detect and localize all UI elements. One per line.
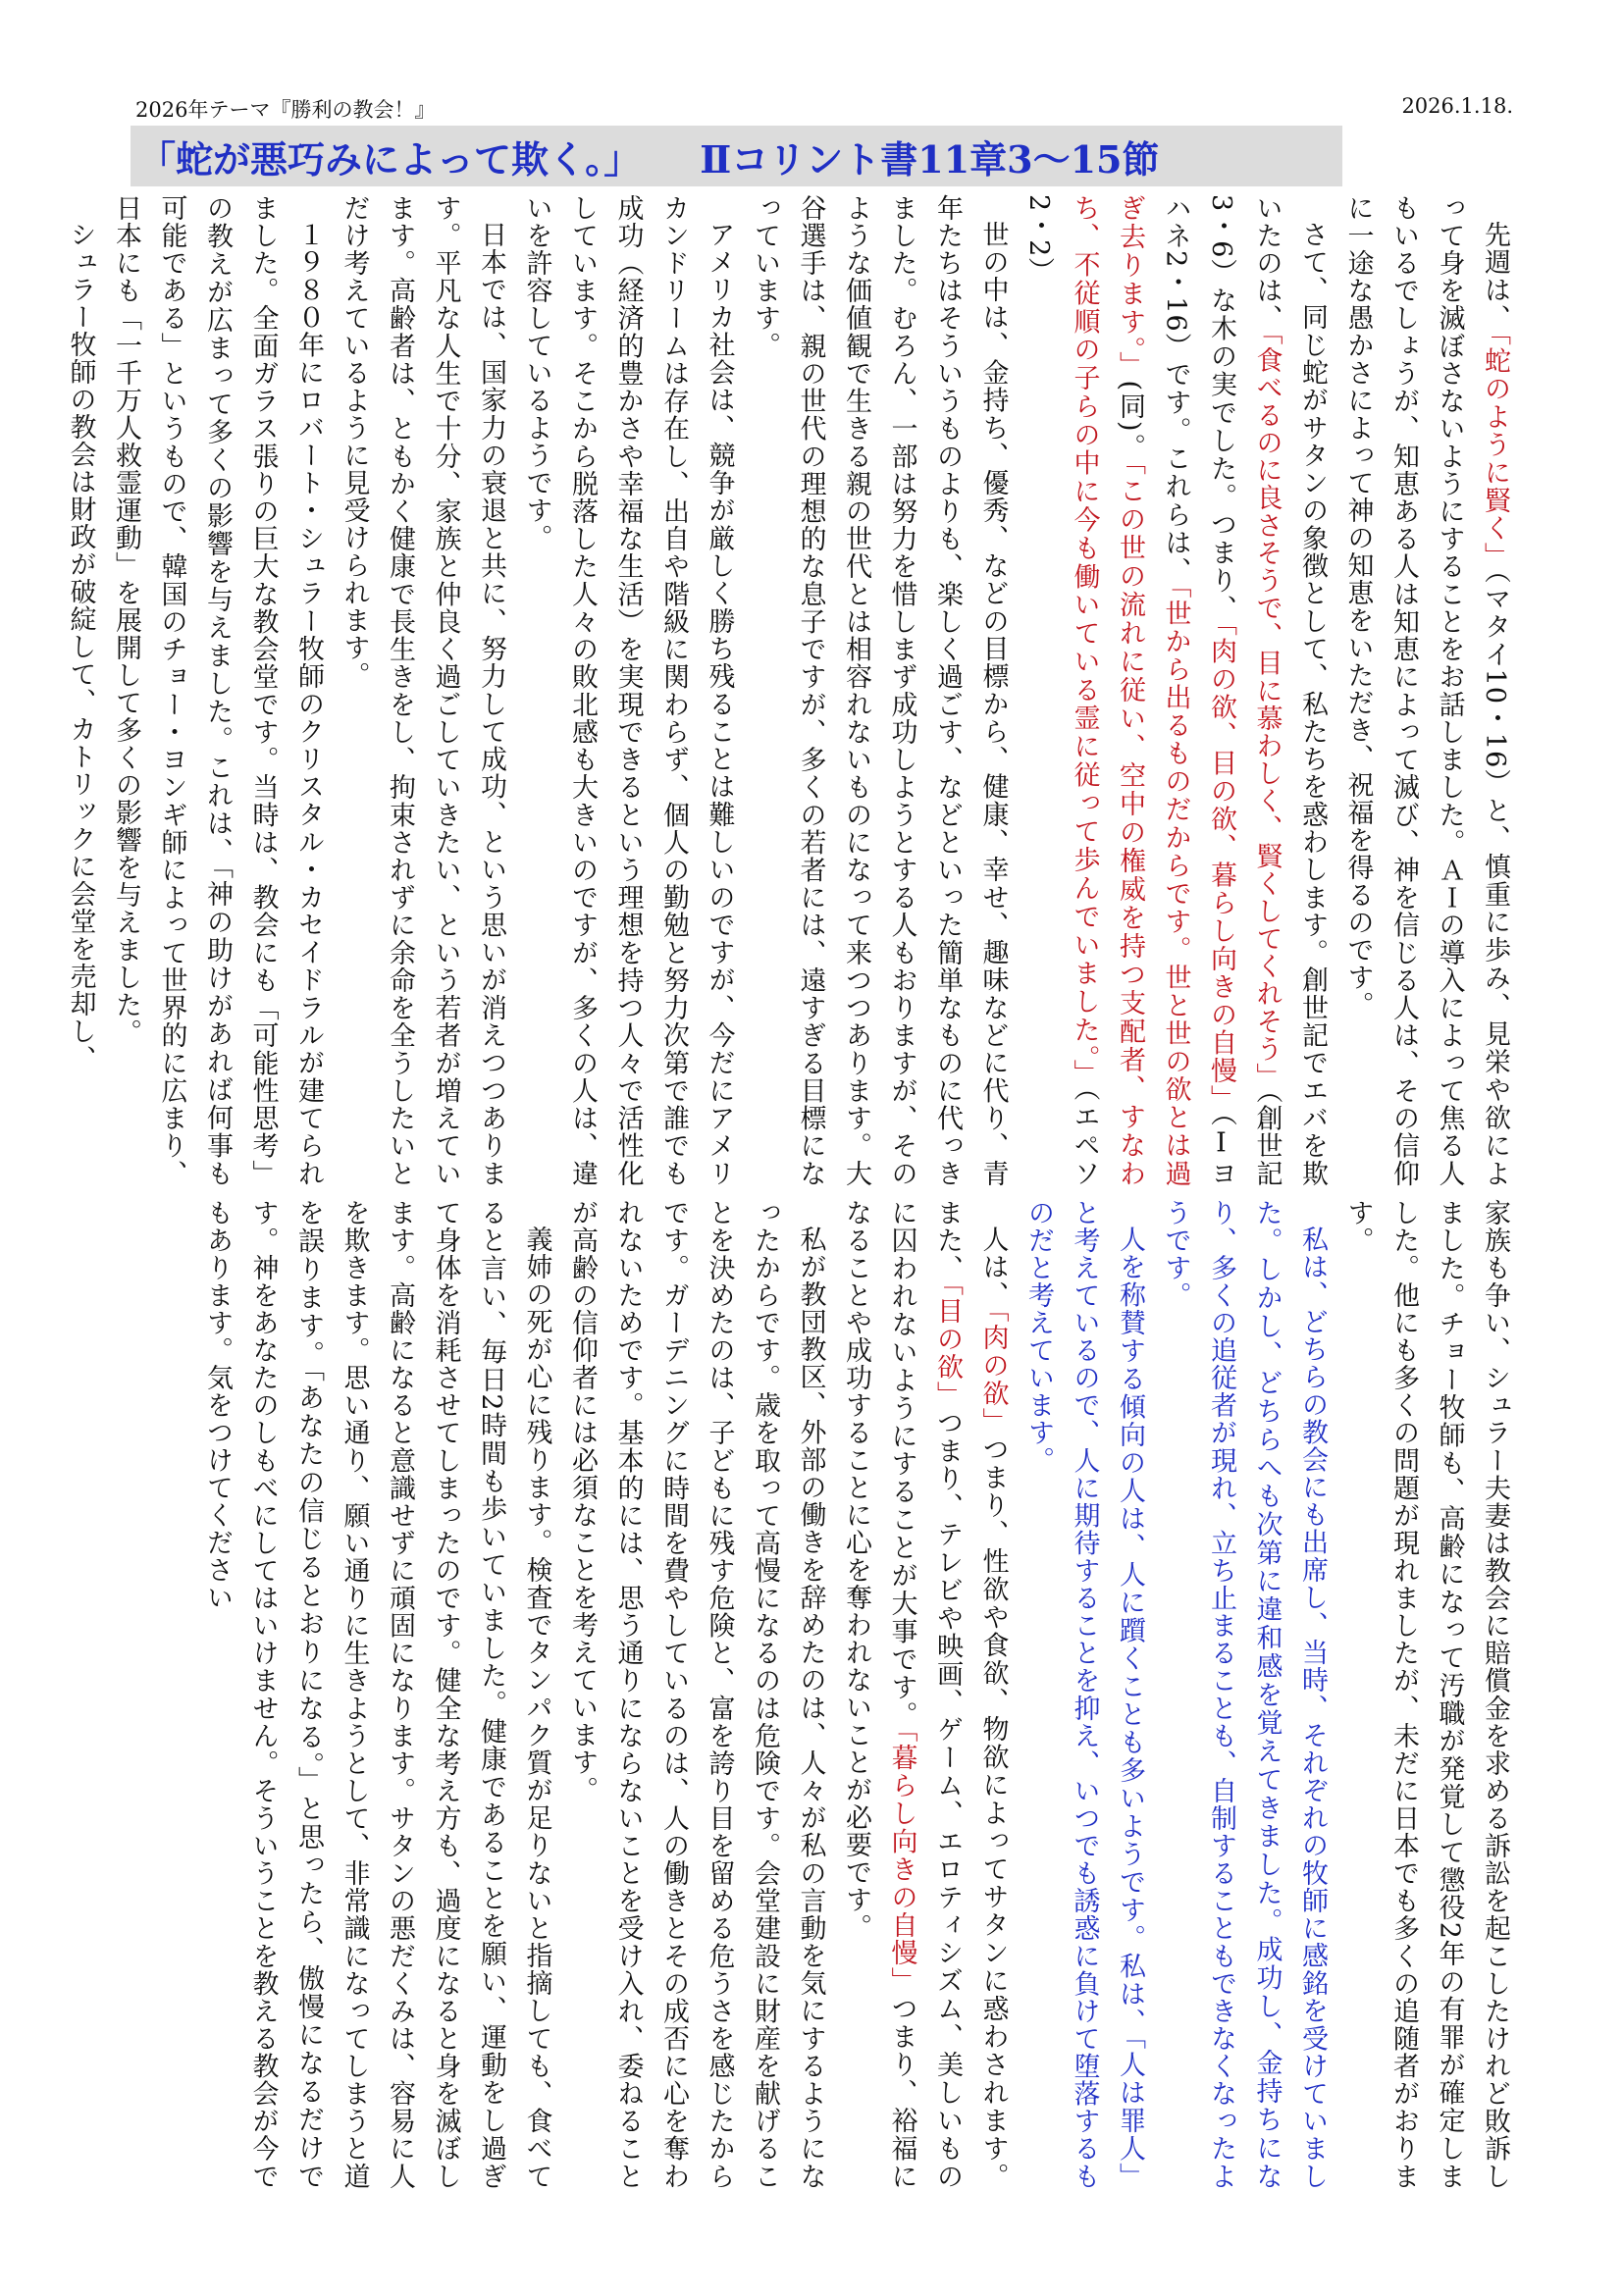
text-run: （マタイ10・16）と、慎重に歩み、見栄や欲によって身を滅ぼさないようにすることをお話しました。ＡＩの導入によって焦る人もいるでしょうが、知恵ある人は知恵によって滅び、神を信じる人は、その信仰に一途な愚かさによって神の知恵をいただき、祝福を得るのです。 [1342, 194, 1510, 1188]
vertical-text-top [65, 194, 1517, 1188]
text-run: つまり、テレビや映画、ゲーム、エロティシズム、美しいものに囚われないようにすることが大事です。 [886, 1199, 963, 2191]
scripture-reference: Ⅱコリント書11章3～15節 [700, 136, 1160, 182]
scripture-quote: 「食べるのに良さそうで、目に慕わしく、賢くしてくれそう」 [1251, 332, 1283, 1091]
text-run: 人は、 [977, 1226, 1009, 1310]
text-run: 先週は、 [1480, 221, 1510, 333]
scripture-quote: 「肉の欲」 [977, 1309, 1009, 1436]
scripture-quote: 「目の欲」 [932, 1282, 963, 1410]
emphasis-paragraph: 人を称賛する傾向の人は、人に躓くことも多いようです。私は、「人は罪人」と考えているので、人に期待することを抑え、いつでも誘惑に負けて堕落するものだと考えています。 [1023, 1199, 1145, 2190]
sermon-body-top [65, 194, 1517, 1188]
paragraph [1335, 194, 1517, 1187]
sermon-title: 「蛇が悪巧みによって欺く。」 [138, 136, 642, 182]
text-run: つまり、裕福になることや成功することに心を奪われないことが必要です。 [841, 1199, 917, 2191]
bulletin-date: 2026.1.18. [1401, 94, 1513, 118]
text-run: （創世記3・6）な木の実でした。つまり、 [1206, 194, 1283, 1188]
vertical-text-bottom [110, 1199, 1517, 2190]
paragraph-continued: 家族も争い、シュラー夫妻は教会に賠償金を求める訴訟を起こしたけれど敗訴しました。チョー牧師も、高齢になって汚職が発覚して懲役2年の有罪が確定しました。他にも多くの問題が現れましたが、未だに日本でも多くの追随者がおります。 [1342, 1199, 1510, 2190]
scripture-quote: 「蛇のように賢く」 [1480, 332, 1510, 571]
text-run: さて、同じ蛇がサタンの象徴として、私たちを惑わします。創世記でエバを欺いたのは、 [1251, 194, 1328, 1187]
text-run: （Ⅰヨハネ2・16）です。これらは、 [1160, 194, 1236, 1188]
text-run: (同)。 [1115, 380, 1145, 462]
scripture-quote: 「暮らし向きの自慢」 [886, 1729, 917, 1996]
paragraph: １９８０年にロバート・シュラー牧師のクリスタル・カセイドラルが建てられました。全面ガラス張りの巨大な教会堂です。当時は、教会にも「可能性思考」の教えが広まって多くの影響を与えました。これは、「神の助けがあれば何事も可能である」というもので、韓国のチョー・ヨンギ師によって世界的に広まり、日本にも「一千万人救霊運動」を展開して多くの影響を与えました。 [111, 194, 324, 1187]
paragraph: アメリカ社会は、競争が厳しく勝ち残ることは難しいのですが、今だにアメリカンドリームは存在し、出自や階級に関わらず、個人の勤勉と努力次第で誰でも成功（経済的豊かさや幸福な生活）を実現できるという理想を持つ人々で活性化しています。そこから脱落した人々の敗北感も大きいのですが、多くの人は、違いを許容しているようです。 [521, 194, 735, 1187]
text-run: つまり、性欲や食欲、物欲によってサタンに惑わされます。また、 [932, 1199, 1009, 2191]
scripture-quote: 「この世の流れに従い、空中の権威を持つ支配者、すなわち、不従順の子らの中に今も働いている霊に従って歩んでいました。」 [1069, 194, 1145, 1188]
paragraph: 私が教団教区、外部の働きを辞めたのは、人々が私の言動を気にするようになったからです。歳を取って高慢になるのは危険です。会堂建設に財産を献げることを決めたのは、子どもに残す危険と、富を誇り目を留める危うさを感じたからです。ガーデニングに時間を費やしているのは、人の働きとその成否に心を奪われないためです。基本的には、思う通りにならないことを受け入れ、委ねることが高齢の信仰者には必須なことを考えています。 [567, 1199, 826, 2190]
scripture-quote: 「世から出るものだからです。世と世の欲とは過ぎ去ります。」 [1115, 194, 1191, 1187]
emphasis-paragraph: 私は、どちらの教会にも出席し、当時、それぞれの牧師に感銘を受けていました。しかし、どちらへも次第に違和感を覚えてきました。成功し、金持ちになり、多くの追従者が現れ、立ち止まることも、自制することもできなくなったようです。 [1160, 1199, 1328, 2190]
title-bar [131, 126, 1342, 186]
scripture-quote: 「肉の欲、目の欲、暮らし向きの自慢」 [1206, 622, 1236, 1114]
text-run: （エペソ2・2） [1023, 194, 1100, 1188]
paragraph: 日本では、国家力の衰退と共に、努力して成功、という思いが消えつつあります。平凡な人生で十分、家族と仲良く過ごしていきたい、という若者が増えています。高齢者は、ともかく健康で長生きをし、拘束されずに余命を全うしたいとだけ考えているように見受けられます。 [339, 194, 506, 1188]
paragraph: 義姉の死が心に残ります。検査でタンパク質が足りないと指摘しても、食べてると言い、毎日2時間も歩いていました。健康であることを願い、運動をし過ぎて身体を消耗させてしまったのです。健全な考え方も、過度になると身を滅ぼします。高齢になると意識せずに頑固になります。サタンの悪だくみは、容易に人を欺きます。思い通り、願い通りに生きようとして、非常識になってしまうと道を誤ります。「あなたの信じるとおりになる。」と思ったら、傲慢になるだけです。神をあなたのしもべにしてはいけません。そういうことを教える教会が今でもあります。気をつけてください [202, 1199, 552, 2190]
yearly-theme: 2026年テーマ『勝利の教会！』 [135, 98, 436, 122]
paragraph [833, 1199, 1016, 2190]
paragraph [1016, 194, 1335, 1187]
sermon-body-bottom [110, 1199, 1517, 2190]
paragraph: シュラー牧師の教会は財政が破綻して、カトリックに会堂を売却し、 [65, 221, 96, 1072]
paragraph: 世の中は、金持ち、優秀、などの目標から、健康、幸せ、趣味などに代り、青年たちはそういうものよりも、楽しく過ごす、などといった簡単なものに代っきました。むろん、一部は努力を惜しまず成功しようとする人もおりますが、そのような価値観で生きる親の世代とは相容れないものになって来つつあります。大谷選手は、親の世代の理想的な息子ですが、多くの若者には、遠すぎる目標になっています。 [750, 194, 1009, 1188]
